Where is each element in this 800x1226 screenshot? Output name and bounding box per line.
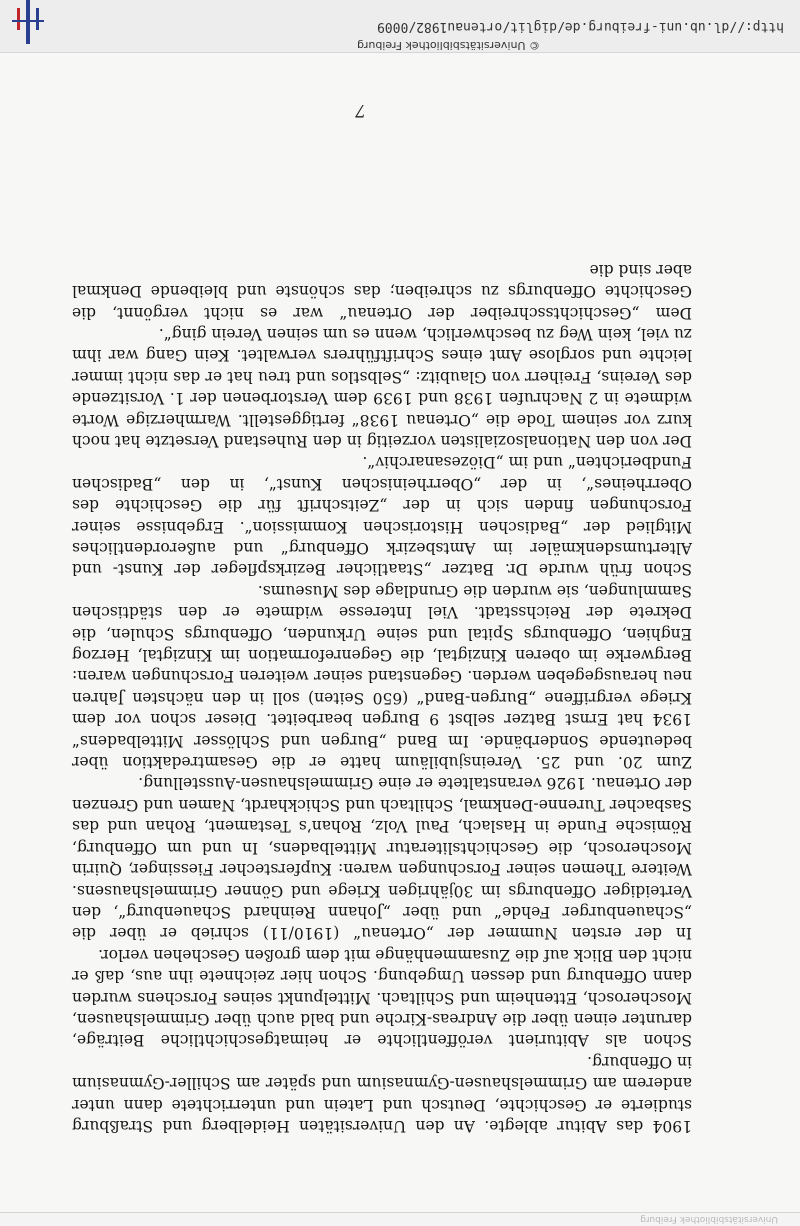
library-credit: © Universitätsbibliothek Freiburg <box>357 39 540 52</box>
top-strip <box>0 1212 800 1226</box>
paragraph-6: Der von den Nationalsozialisten vorzeitig in den Ruhestand Versetzte hat noch kurz vor seinem Tode die „Ortenau 1938“ fertiggestellt. Warmherzige Worte widmete in 2 Nachrufen 1938 und 1939 dem Verstorbenen der 1. Vorsitzende des Vereins, Freiherr von Glaubitz: „Selbstlos und treu hat er das nicht immer leichte und sorglose Amt eines Schriftführers verwaltet. Kein Gang war ihm zu viel, kein Weg zu beschwerlich, wenn es um seinen Verein ging“. <box>72 324 692 450</box>
paragraph-7: Dem „Geschichtsschreiber der Ortenau“ war es nicht vergönnt, die Geschichte Offenburgs zu schreiben; das schönste und bleibende Denkmal aber sind die <box>72 260 692 322</box>
paragraph-4: Zum 20. und 25. Vereinsjubiläum hatte er die Gesamtredaktion über bedeutende Sonderbände. Im Band „Burgen und Schlösser Mittelbadens“ 1934 hat Ernst Batzer selbst 9 Burgen bearbeitet. Dieser schon vor dem Kriege vergriffene „Burgen-Band“ (650 Seiten) soll in den nächsten Jahren neu herausgegeben werden. Gegenstand seiner weiteren Forschungen waren: Bergwerke im oberen Kinzigtal, die Gegenreformation im Kinzigtal, Herzog Enghien, Offenburgs Spital und seine Urkunden, Offenburgs Schulen, die Dekrete der Reichsstadt. Viel Interesse widmete er den städtischen Sammlungen, sie wurden die Grundlage des Museums. <box>72 581 692 772</box>
paragraph-5: Schon früh wurde Dr. Batzer „Staatlicher Bezirkspfleger der Kunst- und Altertumsdenkmäler im Amtsbezirk Offenburg“ und außerordentliches Mitglied der „Badischen Historischen Kommission“. Ergebnisse seiner Forschungen finden sich in der „Zeitschrift für die Geschichte des Oberrheines“, in der „Oberrheinischen Kunst“, in den „Badischen Fundberichten“ und im „Diözesanarchiv“. <box>72 453 692 579</box>
ub-freiburg-logo-icon <box>11 0 45 52</box>
top-strip-text: Universitätsbibliothek Freiburg <box>640 1214 778 1224</box>
paragraph-3: In der ersten Nummer der „Ortenau“ (1910/11) schrieb er über die „Schauenburger Fehde“ und über „Johann Reinhard Schauenburg“, den Verteidiger Offenburgs im 30jährigen Kriege und Gönner Grimmelshausens. Weitere Themen seiner Forschungen waren: Kupferstecher Fiessinger, Quirin Moscherosch, die Geschichtsliteratur Mittelbadens, In und um Offenburg, Römische Funde in Haslach, Paul Volz, Rohan’s Testament, Rohan und das Sasbacher Turenne-Denkmal, Schiltach und Schickhardt, Namen und Grenzen der Ortenau. 1926 veranstaltete er eine Grimmelshausen-Ausstellung. <box>72 774 692 943</box>
footer-bar <box>0 0 800 53</box>
document-url-link[interactable]: http://dl.ub.uni-freiburg.de/diglit/ortenau1982/0009 <box>377 19 784 34</box>
scanned-page <box>0 53 800 1212</box>
document-body <box>72 258 692 1136</box>
page-number: 7 <box>355 100 366 120</box>
paragraph-1: 1904 das Abitur ablegte. An den Universitäten Heidelberg und Straßburg studierte er Geschichte, Deutsch und Latein und unterrichtete dann unter anderem am Grimmelshausen-Gymnasium und später am Schiller-Gymnasium in Offenburg. <box>72 1052 692 1135</box>
paragraph-2: Schon als Abiturient veröffentlichte er heimatgeschichtliche Beiträge, darunter einen über die Andreas-Kirche und bald auch über Grimmelshausen, Moscherosch, Ettenheim und Schiltach. Mittelpunkt seines Forschens wurden dann Offenburg und dessen Umgebung. Schon hier zeichnete ihn aus, daß er nicht den Blick auf die Zusammenhänge mit dem großen Geschehen verlor. <box>72 945 692 1050</box>
